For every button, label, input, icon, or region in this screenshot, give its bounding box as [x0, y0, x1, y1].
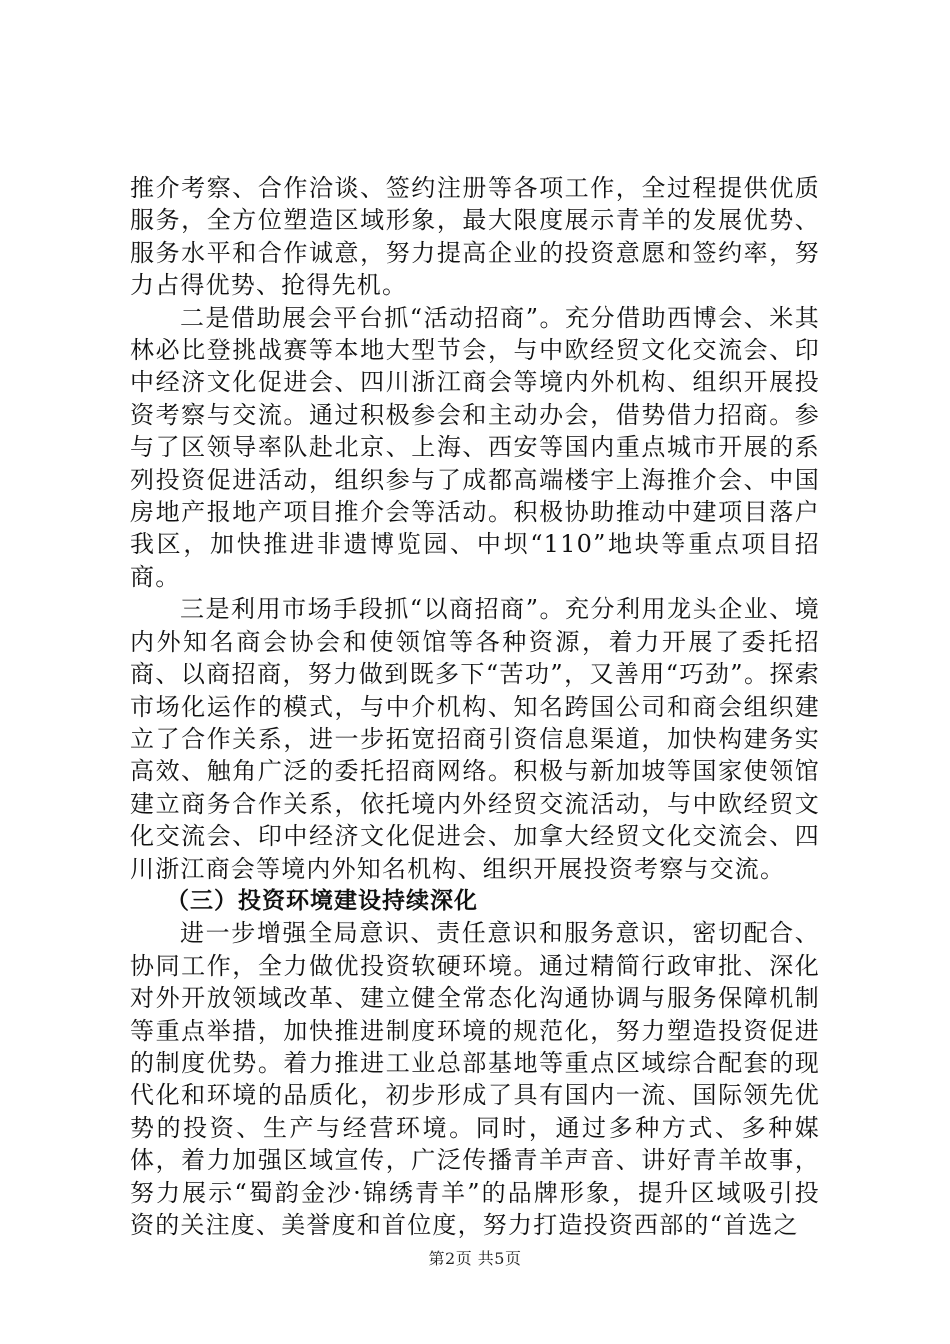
- section-heading: （三）投资环境建设持续深化: [166, 887, 478, 914]
- page-number-footer: 第2页 共5页: [428, 1249, 522, 1268]
- document-body: [130, 172, 820, 1241]
- paragraph-investment-environment: 进一步增强全局意识、责任意识和服务意识，密切配合、协同工作，全力做优投资软硬环境。通过精简行政审批、深化对外开放领域改革、建立健全常态化沟通协调与服务保障机制等重点举措，加快推进制度环境的规范化，努力塑造投资促进的制度优势。着力推进工业总部基地等重点区域综合配套的现代化和环境的品质化，初步形成了具有国内一流、国际领先优势的投资、生产与经营环境。同时，通过多种方式、多种媒体，着力加强区域宣传，广泛传播青羊声音、讲好青羊故事，努力展示“蜀韵金沙·锦绣青羊”的品牌形象，提升区域吸引投资的关注度、美誉度和首位度，努力打造投资西部的“首选之: [130, 919, 820, 1239]
- paragraph-activity-investment: 二是借助展会平台抓“活动招商”。充分借助西博会、米其林必比登挑战赛等本地大型节会，与中欧经贸文化交流会、印中经济文化促进会、四川浙江商会等境内外机构、组织开展投资考察与交流。通过积极参会和主动办会，借势借力招商。参与了区领导率队赴北京、上海、西安等国内重点城市开展的系列投资促进活动，组织参与了成都高端楼宇上海推介会、中国房地产报地产项目推介会等活动。积极协助推动中建项目落户我区，加快推进非遗博览园、中坝“110”地块等重点项目招商。: [130, 303, 820, 591]
- paragraph-continuation: 推介考察、合作洽谈、签约注册等各项工作，全过程提供优质服务，全方位塑造区域形象，最大限度展示青羊的发展优势、服务水平和合作诚意，努力提高企业的投资意愿和签约率，努力占得优势、抢得先机。: [130, 174, 820, 300]
- paragraph-business-investment: 三是利用市场手段抓“以商招商”。充分利用龙头企业、境内外知名商会协会和使领馆等各种资源，着力开展了委托招商、以商招商，努力做到既多下“苦功”，又善用“巧劲”。探索市场化运作的模式，与中介机构、知名跨国公司和商会组织建立了合作关系，进一步拓宽招商引资信息渠道，加快构建务实高效、触角广泛的委托招商网络。积极与新加坡等国家使领馆建立商务合作关系，依托境内外经贸交流活动，与中欧经贸文化交流会、印中经济文化促进会、加拿大经贸文化交流会、四川浙江商会等境内外知名机构、组织开展投资考察与交流。: [130, 595, 820, 883]
